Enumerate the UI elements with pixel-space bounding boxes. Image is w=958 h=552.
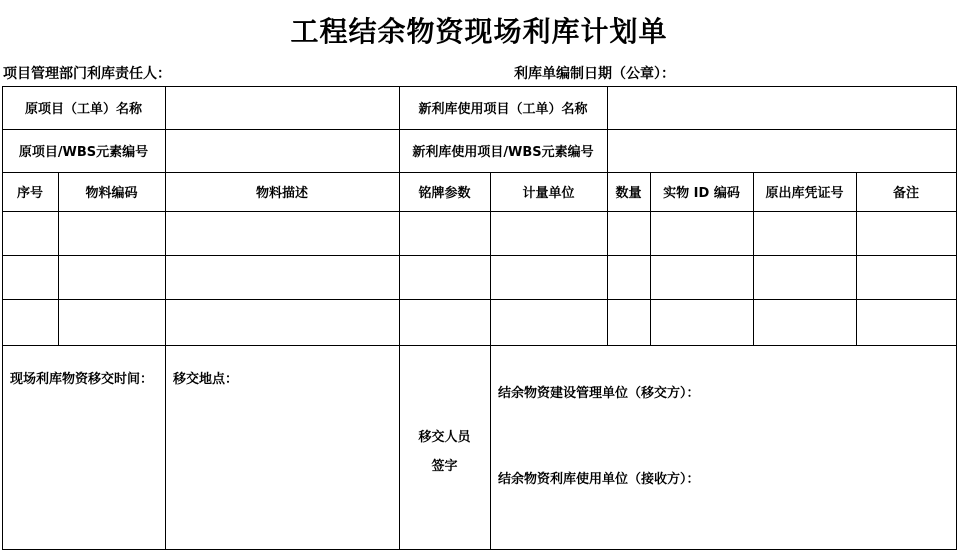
col-header-nameplate: 铭牌参数 [418,186,471,201]
table-border-bottom [2,549,957,550]
col-header-quantity: 数量 [615,186,642,201]
compile-date-label: 利库单编制日期（公章）： [514,66,675,82]
col-header-unit: 计量单位 [522,186,575,201]
orig-project-name-field[interactable] [166,87,399,129]
new-project-name-label: 新利库使用项目（工单）名称 [418,102,588,117]
table-row[interactable] [3,256,956,299]
transfer-unit-label: 结余物资建设管理单位（移交方）： [498,386,700,401]
col-header-index: 序号 [16,186,43,201]
signer-label-line1: 移交人员 [418,430,471,445]
responsible-person-label: 项目管理部门利库责任人： [3,66,171,82]
receive-unit-label: 结余物资利库使用单位（接收方）： [498,472,700,487]
new-wbs-label: 新利库使用项目/WBS元素编号 [412,145,594,160]
col-header-material-desc: 物料描述 [255,186,308,201]
col-header-asset-id: 实物 ID 编码 [663,186,740,201]
handover-place-label: 移交地点： [173,372,239,387]
col-header-voucher: 原出库凭证号 [765,186,844,201]
col-divider [399,345,400,550]
row-divider [2,345,957,346]
form-title: 工程结余物资现场利库计划单 [290,15,668,48]
table-row[interactable] [3,212,956,255]
table-row[interactable] [3,300,956,345]
new-project-name-field[interactable] [608,87,956,129]
signer-label-line2: 签字 [431,459,458,474]
handover-time-label: 现场利库物资移交时间： [10,372,154,387]
col-header-material-code: 物料编码 [85,186,138,201]
col-divider [490,345,491,550]
orig-wbs-field[interactable] [166,130,399,172]
col-divider [165,345,166,550]
new-wbs-field[interactable] [608,130,956,172]
orig-project-name-label: 原项目（工单）名称 [24,102,142,117]
col-header-remarks: 备注 [892,186,919,201]
orig-wbs-label: 原项目/WBS元素编号 [18,145,149,160]
table-border-right [956,86,957,550]
